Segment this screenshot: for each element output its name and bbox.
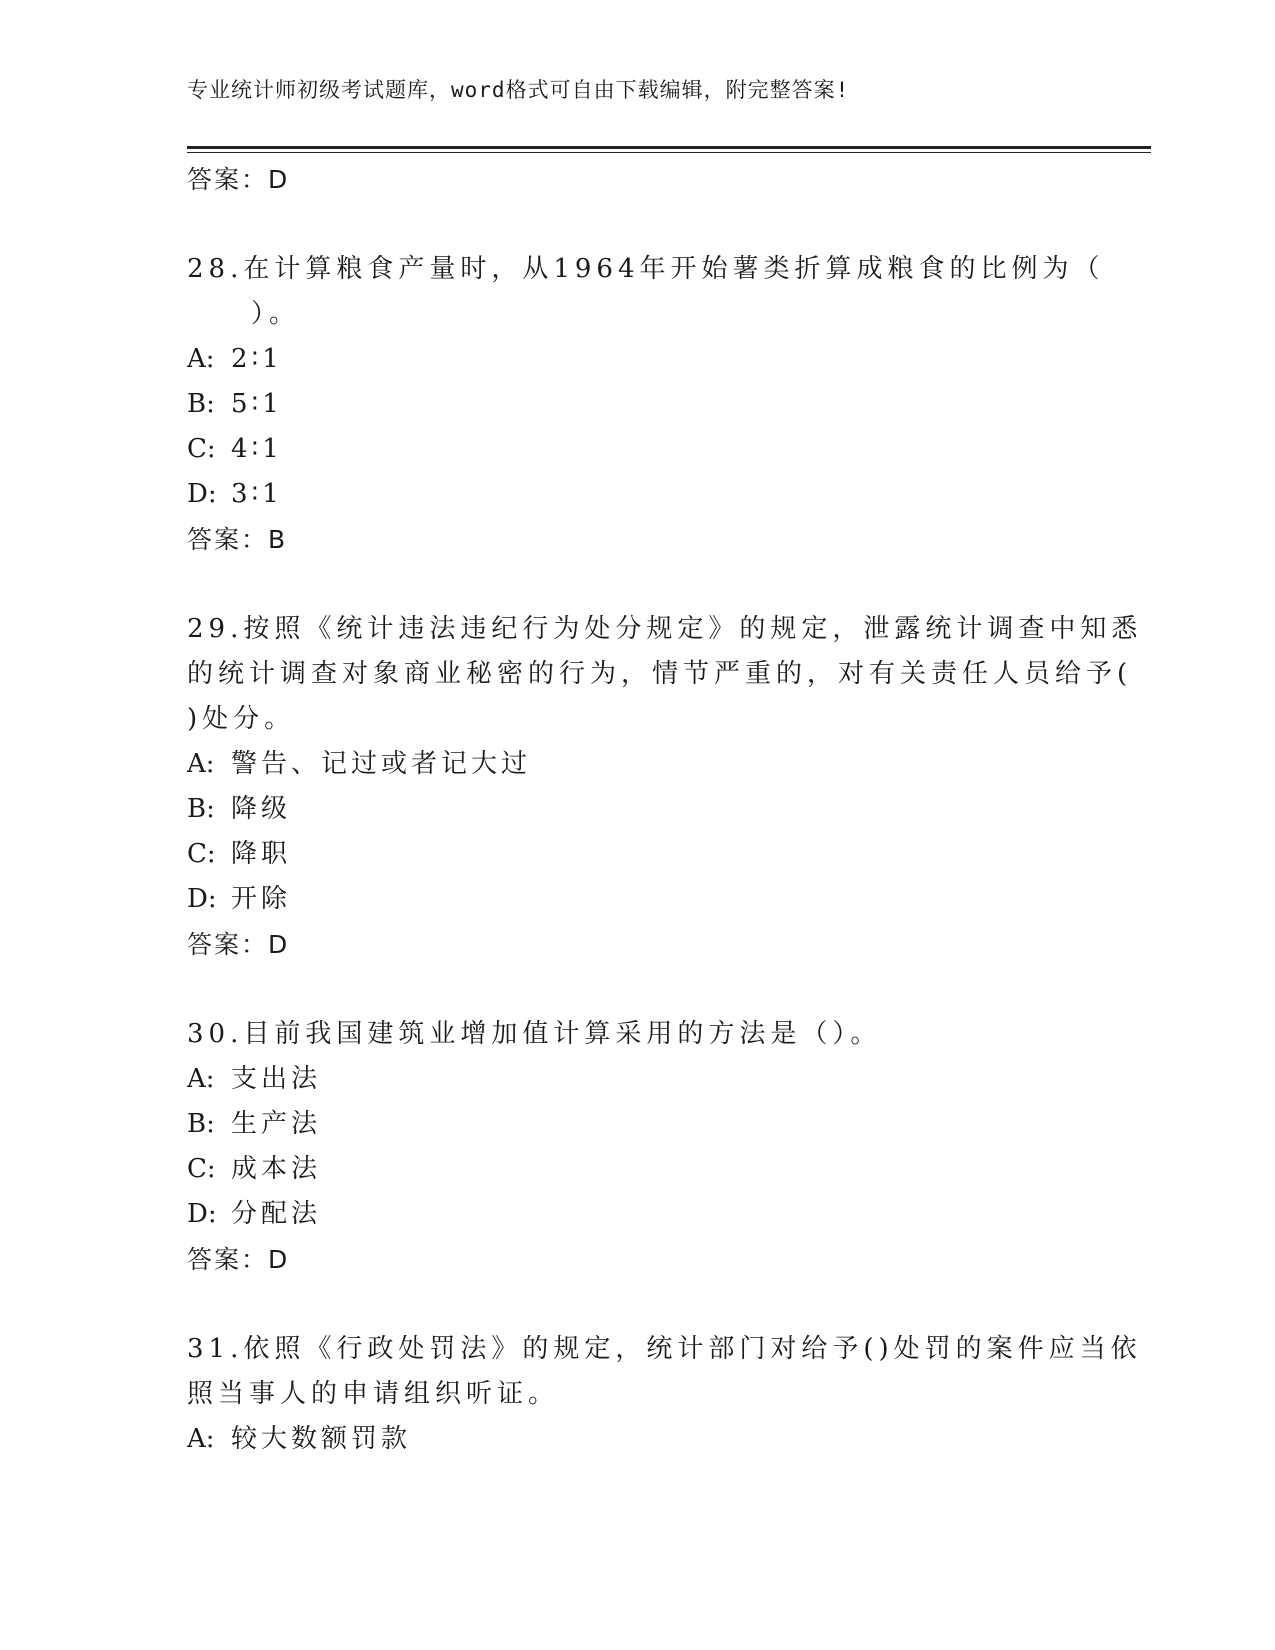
answer-label: 答案： (187, 1245, 269, 1274)
option-text: 分配法 (231, 1199, 322, 1229)
answer-line (187, 1237, 1087, 1283)
option-d (187, 1192, 1087, 1237)
option-text: 成本法 (231, 1154, 322, 1184)
option-key: B: (187, 1109, 215, 1139)
answer-line (187, 157, 1087, 203)
answer-line (187, 922, 1087, 968)
option-b (187, 1102, 1087, 1147)
option-a (187, 1417, 1087, 1462)
question-30 (187, 1012, 1087, 1283)
option-a (187, 1057, 1087, 1102)
page-header: 专业统计师初级考试题库，word格式可自由下载编辑，附完整答案! (187, 78, 850, 102)
option-c (187, 1147, 1087, 1192)
option-text: 支出法 (231, 1064, 322, 1094)
question-text: 31.依照《行政处罚法》的规定，统计部门对给予()处罚的案件应当依 (187, 1334, 1142, 1364)
option-text: 较大数额罚款 (231, 1424, 412, 1454)
question-text: 30.目前我国建筑业增加值计算采用的方法是（）。 (187, 1019, 882, 1049)
question-text: )处分。 (187, 704, 296, 734)
spacer (187, 1283, 1087, 1327)
option-key: A: (187, 1064, 215, 1094)
option-key: D: (187, 1199, 217, 1229)
option-text: 4∶1 (231, 434, 283, 464)
option-key: B: (187, 389, 215, 419)
option-key: B: (187, 794, 215, 824)
option-text: 2∶1 (231, 344, 283, 374)
question-28 (187, 247, 1105, 563)
question-31 (187, 1327, 1142, 1462)
question-text: 照当事人的申请组织听证。 (187, 1379, 560, 1409)
answer-value: B (268, 525, 287, 554)
answer-label: 答案： (187, 930, 269, 959)
option-c (187, 832, 1087, 877)
answer-value: D (268, 165, 289, 194)
option-c (187, 427, 1087, 472)
spacer (187, 563, 1087, 607)
spacer (187, 203, 1087, 247)
answer-label: 答案： (187, 165, 269, 194)
option-a (187, 337, 1087, 382)
question-text: 的统计调查对象商业秘密的行为，情节严重的，对有关责任人员给予( (187, 659, 1133, 689)
option-text: 开除 (231, 884, 292, 914)
question-29 (187, 607, 1143, 968)
option-text: 降职 (231, 839, 292, 869)
option-key: C: (187, 839, 216, 869)
option-key: D: (187, 884, 217, 914)
option-text: 3∶1 (231, 479, 283, 509)
option-key: A: (187, 344, 215, 374)
option-d (187, 877, 1087, 922)
spacer (187, 968, 1087, 1012)
header-rule-thin (187, 152, 1151, 153)
option-key: D: (187, 479, 217, 509)
option-text: 警告、记过或者记大过 (231, 749, 532, 779)
answer-line (187, 517, 1087, 563)
option-d (187, 472, 1087, 517)
answer-label: 答案： (187, 525, 269, 554)
header-rule-thick (187, 146, 1151, 149)
answer-value: D (268, 930, 289, 959)
question-text: ）。 (251, 299, 301, 329)
option-text: 降级 (231, 794, 292, 824)
option-key: C: (187, 1154, 216, 1184)
question-text: 28.在计算粮食产量时，从1964年开始薯类折算成粮食的比例为（ (187, 254, 1105, 284)
option-a (187, 742, 1087, 787)
option-b (187, 787, 1087, 832)
option-key: A: (187, 1424, 215, 1454)
option-text: 5∶1 (231, 389, 283, 419)
option-b (187, 382, 1087, 427)
question-list (187, 157, 1143, 1462)
option-key: C: (187, 434, 216, 464)
answer-value: D (268, 1245, 289, 1274)
option-text: 生产法 (231, 1109, 322, 1139)
question-text: 29.按照《统计违法违纪行为处分规定》的规定，泄露统计调查中知悉 (187, 614, 1143, 644)
option-key: A: (187, 749, 215, 779)
